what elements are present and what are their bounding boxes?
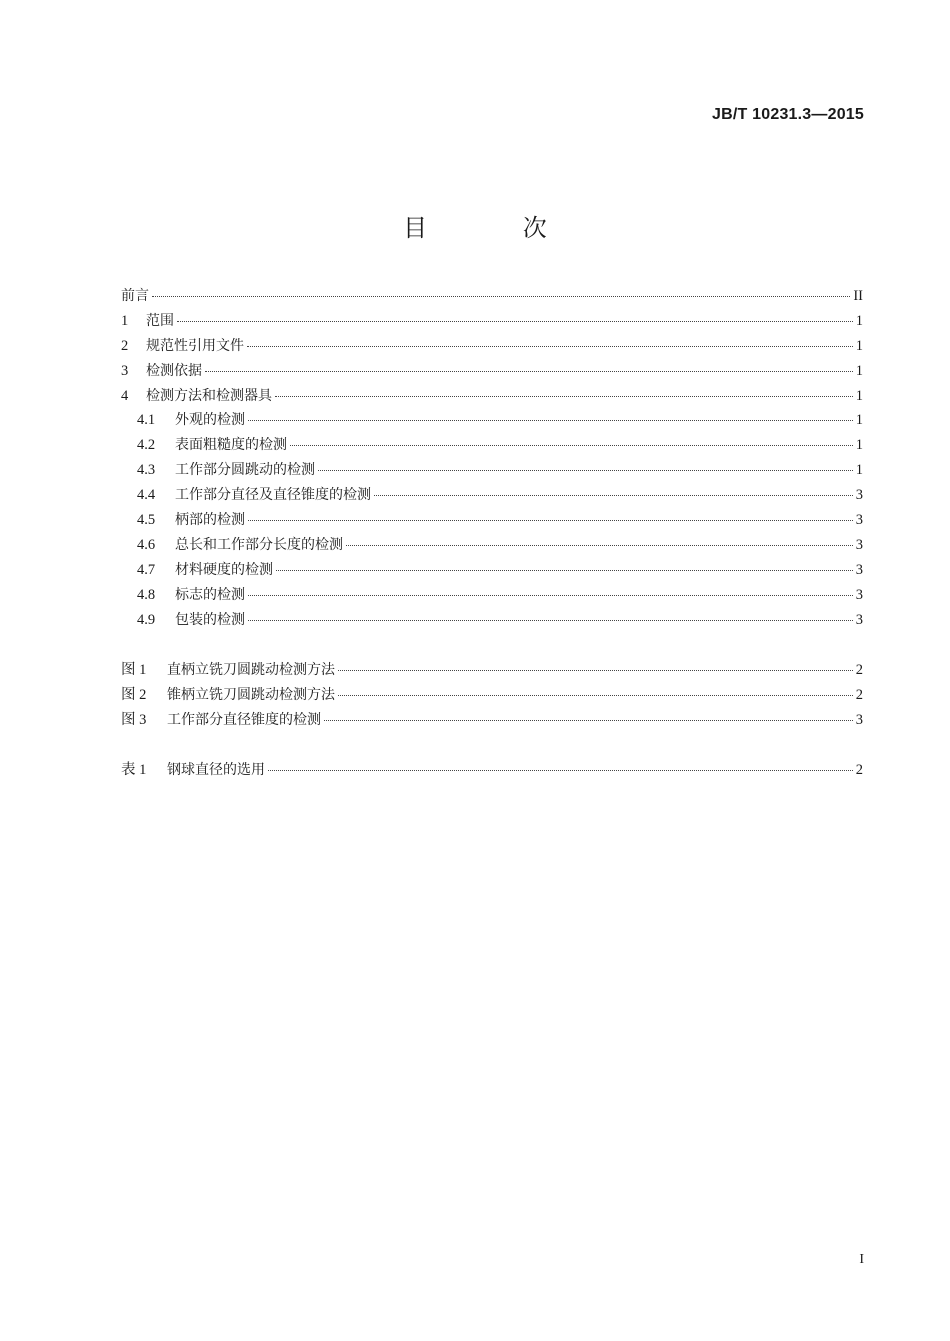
toc-entry-title: 范围 [146,312,174,329]
toc-entry-title: 总长和工作部分长度的检测 [175,536,343,553]
toc-entry-4-3[interactable] [121,459,863,484]
dot-leader [248,620,853,621]
toc-figure-1[interactable] [121,658,863,683]
toc-entry-page: 1 [855,462,863,479]
page-number: I [859,1252,864,1267]
dot-leader [248,520,853,521]
toc-figure-title: 锥柄立铣刀圆跳动检测方法 [167,687,335,704]
toc-entry-4-7[interactable] [121,559,863,584]
toc-entry-4-4[interactable] [121,484,863,509]
toc-entry-title: 工作部分圆跳动的检测 [175,462,315,479]
toc-entry-page: 1 [855,412,863,429]
dot-leader [338,670,853,671]
toc-entry-title: 外观的检测 [175,412,245,429]
toc-entry-page: 3 [855,536,863,553]
toc-entry-number: 1 [121,312,129,329]
dot-leader [290,445,853,446]
toc-entry-title: 柄部的检测 [175,512,245,529]
toc-entry-number: 4.6 [137,536,156,553]
toc-figure-number: 图 1 [121,662,147,679]
dot-leader [275,396,853,397]
toc-entry-page: 3 [855,611,863,628]
toc-entry-4-6[interactable] [121,534,863,559]
dot-leader [276,570,853,571]
toc-figure-page: 2 [855,687,863,704]
toc-entry-page: II [853,288,863,304]
toc-entry-4-5[interactable] [121,509,863,534]
toc-entry-number: 4 [121,387,129,404]
toc-figure-title: 直柄立铣刀圆跳动检测方法 [167,662,335,679]
toc-table-number: 表 1 [121,762,147,779]
toc-entry-number: 4.7 [137,561,156,578]
toc-entry-page: 3 [855,512,863,529]
toc-entry-title: 材料硬度的检测 [175,561,273,578]
dot-leader [318,470,853,471]
toc-entry-foreword[interactable] [121,285,863,310]
toc-entry-number: 2 [121,337,129,354]
toc-figure-3[interactable] [121,708,863,733]
toc-figure-2[interactable] [121,683,863,708]
toc-entry-inspection-basis[interactable] [121,360,863,385]
toc-figure-page: 3 [855,712,863,729]
toc-entry-title: 表面粗糙度的检测 [175,437,287,454]
toc-entry-number: 4.9 [137,611,156,628]
toc-figure-number: 图 2 [121,687,147,704]
toc-entry-page: 1 [855,387,863,404]
toc-entry-page: 3 [855,561,863,578]
toc-entry-methods-and-instruments[interactable] [121,385,863,410]
toc-figure-number: 图 3 [121,712,147,729]
standard-code: JB/T 10231.3—2015 [712,106,864,123]
toc-entry-scope[interactable] [121,310,863,335]
dot-leader [248,420,853,421]
toc-entry-number: 4.4 [137,487,156,504]
toc-entry-page: 3 [855,487,863,504]
dot-leader [374,495,853,496]
toc-entry-title: 包装的检测 [175,611,245,628]
toc-table-1[interactable] [121,758,863,783]
dot-leader [338,695,853,696]
dot-leader [152,296,850,297]
dot-leader [248,595,853,596]
toc-table-page: 2 [855,762,863,779]
toc-entry-page: 1 [855,437,863,454]
toc-entry-title: 检测依据 [146,362,202,379]
toc-table-title: 钢球直径的选用 [167,762,265,779]
toc-entry-page: 1 [855,312,863,329]
toc-entry-4-1[interactable] [121,409,863,434]
dot-leader [247,346,853,347]
toc-entry-4-9[interactable] [121,609,863,634]
toc-title: 目 次 [403,214,591,242]
dot-leader [205,371,853,372]
toc-entry-title: 前言 [121,288,149,304]
toc-entry-page: 1 [855,337,863,354]
toc-entry-number: 4.5 [137,512,156,529]
toc-entry-number: 3 [121,362,129,379]
toc-entry-number: 4.3 [137,462,156,479]
table-of-contents [121,285,863,783]
dot-leader [324,720,853,721]
toc-entry-number: 4.2 [137,437,156,454]
toc-entry-4-2[interactable] [121,434,863,459]
toc-entry-title: 工作部分直径及直径锥度的检测 [175,487,371,504]
toc-entry-number: 4.8 [137,586,156,603]
toc-entry-title: 标志的检测 [175,586,245,603]
toc-entry-page: 3 [855,586,863,603]
toc-entry-title: 检测方法和检测器具 [146,387,272,404]
toc-entry-page: 1 [855,362,863,379]
toc-entry-title: 规范性引用文件 [146,337,244,354]
toc-entry-number: 4.1 [137,412,156,429]
dot-leader [177,321,853,322]
dot-leader [346,545,853,546]
toc-entry-4-8[interactable] [121,584,863,609]
toc-figure-title: 工作部分直径锥度的检测 [167,712,321,729]
dot-leader [268,770,853,771]
toc-entry-normative-references[interactable] [121,335,863,360]
toc-figure-page: 2 [855,662,863,679]
